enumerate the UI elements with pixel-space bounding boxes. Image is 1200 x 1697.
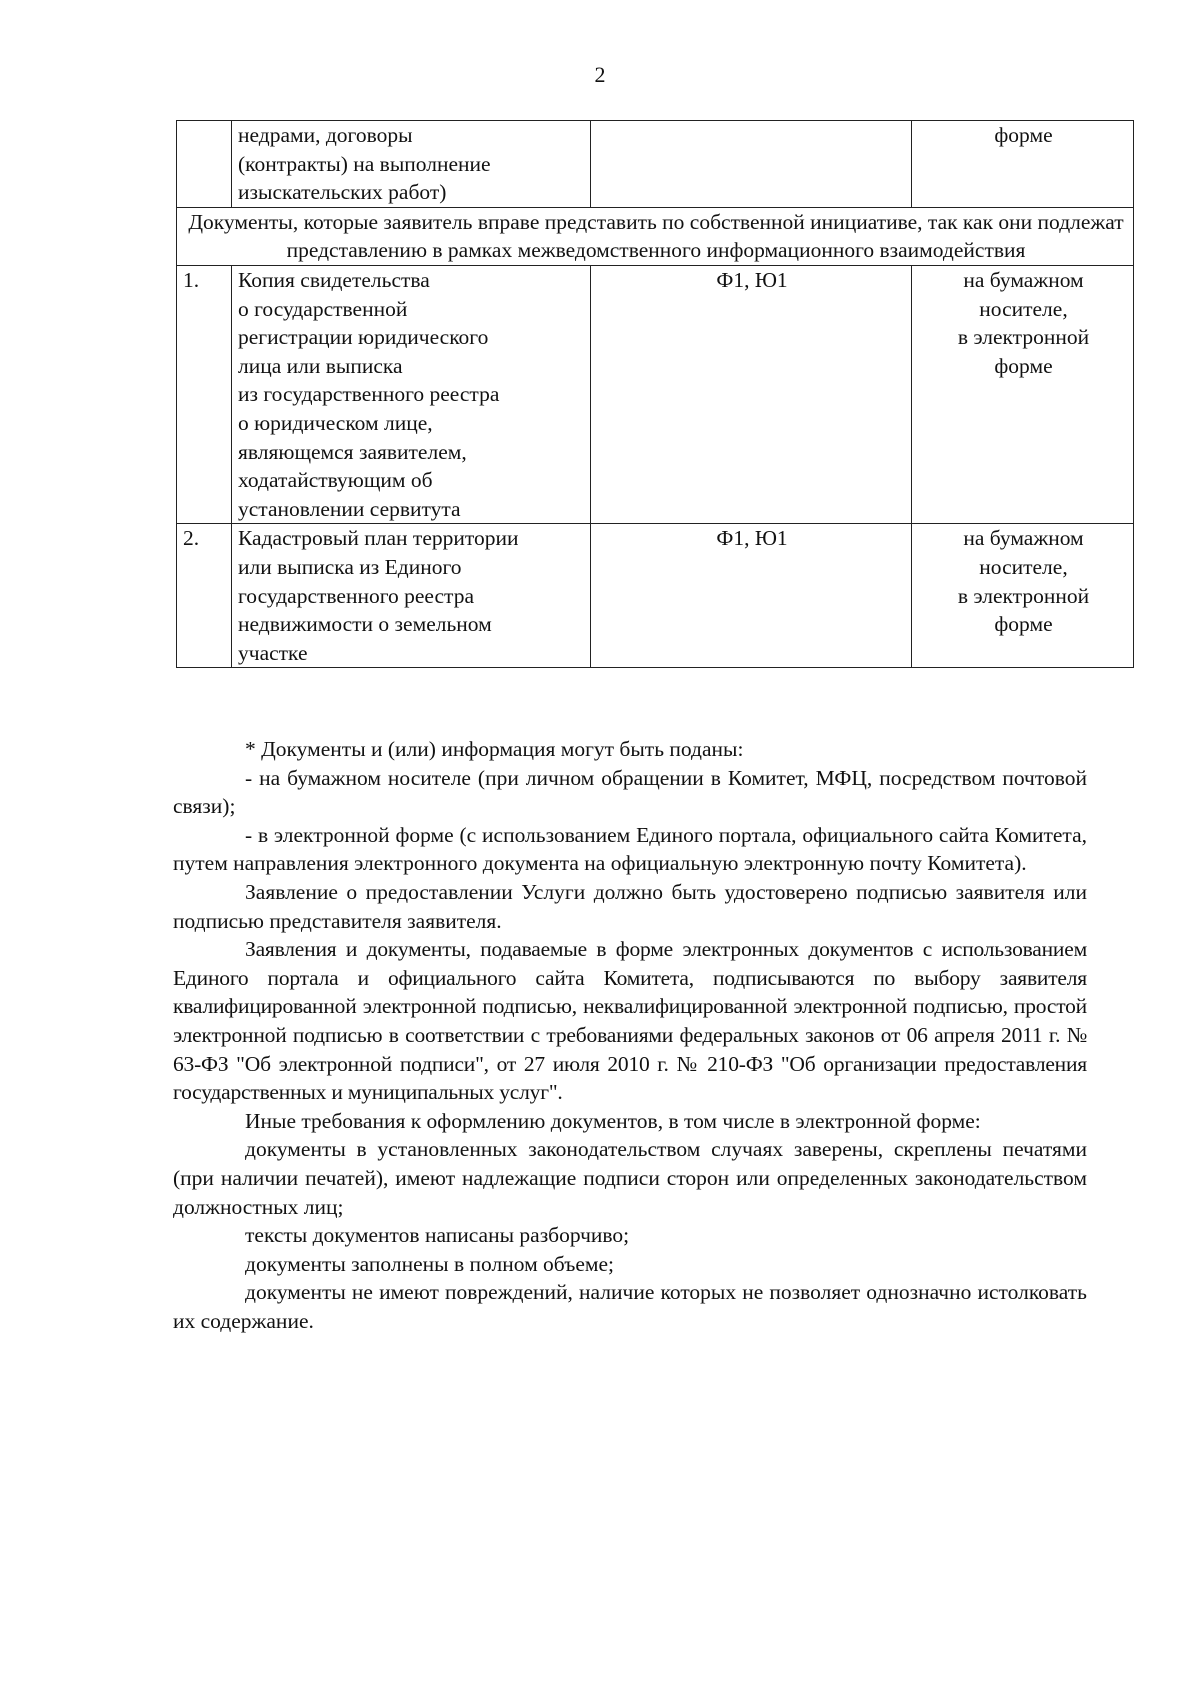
document-name: Копия свидетельства о государственной регистрации юридического лица или выписка из государственного реестра о юридическом лице, являющемся заявителем, ходатайствующим об установлении сервитута <box>238 267 500 521</box>
paragraph-requirement-seals: документы в установленных законодательством случаях заверены, скреплены печатями (при наличии печатей), имеют надлежащие подписи сторон или определенных законодательством должностных лиц; <box>173 1137 1087 1219</box>
paragraph-electronic-form: - в электронной форме (с использованием Единого портала, официального сайта Комитета, путем направления электронного документа на официальную электронную почту Комитета). <box>173 822 1087 876</box>
document-name-cell <box>232 524 591 668</box>
submission-form: на бумажном носителе, в электронной форме <box>957 267 1090 378</box>
applicant-category: Ф1, Ю1 <box>716 526 788 551</box>
document-name: Кадастровый план территории или выписка из Единого государственного реестра недвижимости о земельном участке <box>238 526 519 665</box>
table-row-continued <box>177 121 1134 208</box>
paragraph-submission-intro: * Документы и (или) информация могут быть поданы: <box>245 737 744 761</box>
submission-form: на бумажном носителе, в электронной форме <box>957 526 1090 637</box>
paragraph-requirement-complete: документы заполнены в полном объеме; <box>245 1251 614 1276</box>
page-number: 2 <box>594 62 606 87</box>
applicant-category-cell <box>591 524 912 668</box>
table-row <box>177 524 1134 668</box>
submission-form-cell <box>912 265 1134 523</box>
paragraph-requirement-undamaged: документы не имеют повреждений, наличие которых не позволяет однозначно истолковать их содержание. <box>173 1280 1087 1333</box>
paragraph-signature-requirement: Заявление о предоставлении Услуги должно быть удостоверено подписью заявителя или подписью представителя заявителя. <box>173 879 1087 933</box>
submission-form-cell <box>912 121 1134 208</box>
paragraph-other-requirements: Иные требования к оформлению документов, в том числе в электронной форме: <box>245 1108 981 1133</box>
applicant-category-cell <box>591 265 912 523</box>
submission-form-cell <box>912 524 1134 668</box>
document-name-cell <box>232 121 591 208</box>
table-row <box>177 265 1134 523</box>
section-title: Документы, которые заявитель вправе представить по собственной инициативе, так как они подлежат представлению в рамках межведомственного информационного взаимодействия <box>177 207 1134 265</box>
submission-form: форме <box>994 123 1053 147</box>
document-name-cell <box>232 265 591 523</box>
applicant-category: Ф1, Ю1 <box>716 267 788 292</box>
body-text <box>173 735 1087 1335</box>
document-name: недрами, договоры (контракты) на выполнение изыскательских работ) <box>238 123 491 205</box>
row-number: 2. <box>177 524 232 668</box>
row-number: 1. <box>177 265 232 523</box>
row-number-cell <box>177 121 232 208</box>
table-section-row <box>177 207 1134 265</box>
documents-table <box>176 120 1134 668</box>
paragraph-paper-form: - на бумажном носителе (при личном обращении в Комитет, МФЦ, посредством почтовой связи); <box>173 765 1087 819</box>
paragraph-electronic-signature: Заявления и документы, подаваемые в форме электронных документов с использованием Единого портала и официального сайта Комитета, подписываются по выбору заявителя квалифицированной электронной подписью, неквалифицированной электронной подписью, простой электронной подписью в соответствии с требованиями федеральных законов от 06 апреля 2011 г. № 63-ФЗ "Об электронной подписи", от 27 июля 2010 г. № 210-ФЗ "Об организации предоставления государственных и муниципальных услуг". <box>173 937 1087 1105</box>
applicant-category-cell <box>591 121 912 208</box>
paragraph-requirement-legible: тексты документов написаны разборчиво; <box>245 1223 630 1248</box>
